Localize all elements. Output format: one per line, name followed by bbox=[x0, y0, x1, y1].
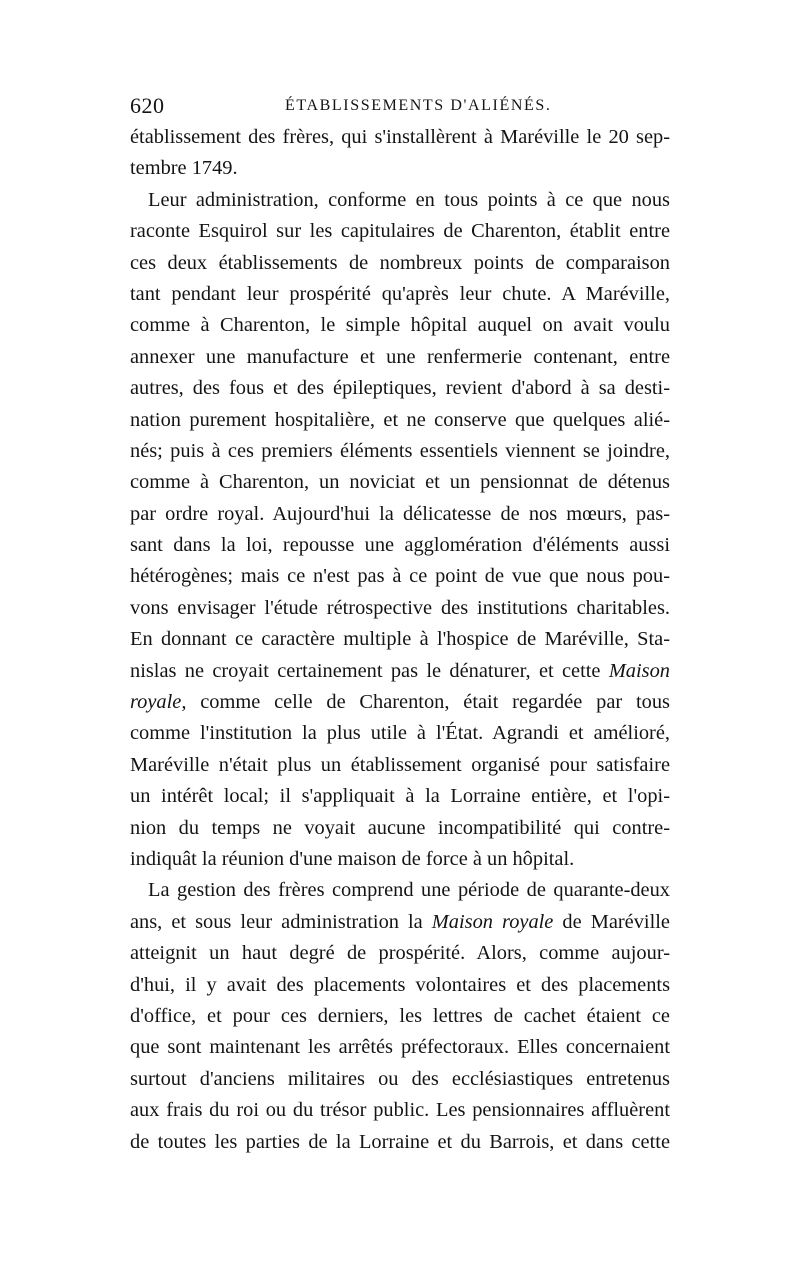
italic-run: royale, bbox=[130, 691, 187, 714]
text-line: indiquât la réunion d'une maison de force à un hôpital. bbox=[130, 847, 575, 870]
text-line: ces deux établissements de nombreux points de comparaison bbox=[130, 251, 670, 274]
text-line: de toutes les parties de la Lorraine et du Barrois, et dans cette bbox=[130, 1130, 670, 1153]
text-run: de Maréville bbox=[553, 910, 670, 933]
text-line: hétérogènes; mais ce n'est pas à ce point de vue que nous pou- bbox=[130, 565, 670, 588]
running-title: ÉTABLISSEMENTS D'ALIÉNÉS. bbox=[285, 97, 552, 114]
text-line: Maréville n'était plus un établissement organisé pour satisfaire bbox=[130, 753, 670, 776]
italic-run: Maison royale bbox=[431, 910, 554, 933]
text-line: raconte Esquirol sur les capitulaires de Charenton, établit entre bbox=[130, 220, 670, 243]
body-text bbox=[130, 122, 670, 1158]
page-header bbox=[130, 93, 670, 123]
text-run: comme celle de Charenton, était regardée par tous bbox=[186, 691, 670, 714]
text-line: tant pendant leur prospérité qu'après leur chute. A Maréville, bbox=[130, 282, 670, 305]
text-line: atteignit un haut degré de prospérité. Alors, comme aujour- bbox=[130, 942, 670, 965]
text-line: un intérêt local; il s'appliquait à la Lorraine entière, et l'opi- bbox=[130, 785, 670, 808]
text-line: comme à Charenton, un noviciat et un pensionnat de détenus bbox=[130, 471, 670, 494]
text-line: nation purement hospitalière, et ne conserve que quelques alié- bbox=[130, 408, 670, 431]
text-run: ans, et sous leur administration la bbox=[130, 910, 432, 933]
text-line: sant dans la loi, repousse une agglomération d'éléments aussi bbox=[130, 534, 670, 557]
italic-run: Maison bbox=[608, 659, 670, 682]
text-line bbox=[130, 687, 670, 718]
text-line: surtout d'anciens militaires ou des ecclésiastiques entretenus bbox=[130, 1067, 670, 1090]
paragraph-first-line: La gestion des frères comprend une période de quarante-deux bbox=[148, 879, 670, 902]
text-line: nés; puis à ces premiers éléments essentiels viennent se joindre, bbox=[130, 439, 670, 462]
text-line: vons envisager l'étude rétrospective des institutions charitables. bbox=[130, 596, 670, 619]
text-line: comme à Charenton, le simple hôpital auquel on avait voulu bbox=[130, 314, 670, 337]
paragraph-first-line: Leur administration, conforme en tous points à ce que nous bbox=[148, 188, 670, 211]
text-line bbox=[130, 656, 670, 687]
text-line: par ordre royal. Aujourd'hui la délicatesse de nos mœurs, pas- bbox=[130, 502, 670, 525]
text-line: d'hui, il y avait des placements volontaires et des placements bbox=[130, 973, 670, 996]
text-line: aux frais du roi ou du trésor public. Les pensionnaires affluèrent bbox=[130, 1099, 670, 1122]
text-line: comme l'institution la plus utile à l'État. Agrandi et amélioré, bbox=[130, 722, 670, 745]
text-line: tembre 1749. bbox=[130, 157, 238, 180]
text-line: En donnant ce caractère multiple à l'hospice de Maréville, Sta- bbox=[130, 628, 670, 651]
text-line: annexer une manufacture et une renfermerie contenant, entre bbox=[130, 345, 670, 368]
text-line: nion du temps ne voyait aucune incompatibilité qui contre- bbox=[130, 816, 670, 839]
text-line: établissement des frères, qui s'installèrent à Maréville le 20 sep- bbox=[130, 126, 670, 148]
text-line: d'office, et pour ces derniers, les lettres de cachet étaient ce bbox=[130, 1004, 670, 1027]
text-run: nislas ne croyait certainement pas le dénaturer, et cette bbox=[130, 659, 609, 682]
text-line bbox=[130, 907, 670, 938]
text-line: que sont maintenant les arrêtés préfectoraux. Elles concernaient bbox=[130, 1036, 670, 1059]
text-line: autres, des fous et des épileptiques, revient d'abord à sa desti- bbox=[130, 377, 670, 400]
page-number: 620 bbox=[130, 93, 165, 118]
